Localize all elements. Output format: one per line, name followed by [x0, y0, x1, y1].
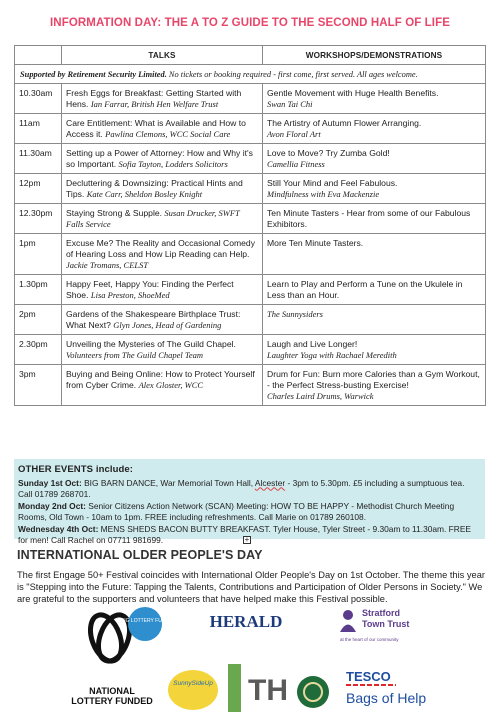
session-time: 10.30am — [15, 84, 62, 114]
talk-speaker: Ian Farrar, British Hen Welfare Trust — [90, 99, 219, 109]
workshop-title: Laugh and Live Longer! — [267, 339, 358, 349]
workshop-host: Camellia Fitness — [267, 159, 325, 169]
workshop-cell — [263, 275, 486, 305]
talk-title: Decluttering & Downsizing: Practical Hints and Tips. — [66, 178, 243, 199]
council-crest-icon — [297, 676, 329, 708]
talk-speaker: Sofia Tayton, Lodders Solicitors — [118, 159, 228, 169]
talks-header: TALKS — [62, 46, 263, 65]
other-events-title: OTHER EVENTS include: — [18, 464, 134, 475]
talk-cell — [62, 84, 263, 114]
talk-title: Unveiling the Mysteries of The Guild Chapel. — [66, 339, 236, 349]
sunnyside-text: SunnySideUp — [173, 680, 213, 687]
workshop-title: Gentle Movement with Huge Health Benefits. — [267, 88, 439, 98]
iopd-heading: INTERNATIONAL OLDER PEOPLE'S DAY — [17, 548, 263, 562]
event-item: Sunday 1st Oct: BIG BARN DANCE, War Memorial Town Hall, Alcester - 3pm to 5.30pm. £5 including a sumptuous tea. Call 01789 268701. — [18, 477, 465, 499]
table-row — [15, 305, 486, 335]
table-row — [15, 114, 486, 144]
bags-of-help-text: Bags of Help — [346, 690, 427, 706]
trust-line-1: Stratford — [362, 608, 400, 618]
talk-speaker: Susan Drucker, SWFT Falls Service — [66, 208, 240, 229]
sunnyside-logo — [168, 670, 218, 710]
event-item: Monday 2nd Oct: Senior Citizens Action Network (SCAN) Meeting: HOW TO BE HAPPY - Methodist Church Meeting Rooms, Old Town - 10am to 1pm. FREE including refreshments. Call Marie on 01789 260108. — [18, 500, 455, 522]
talk-speaker: Glyn Jones, Head of Gardening — [113, 320, 222, 330]
table-row — [15, 84, 486, 114]
workshops-header: WORKSHOPS/DEMONSTRATIONS — [263, 46, 486, 65]
event-day: Monday 2nd Oct: — [18, 500, 86, 511]
big-lottery-text: BIG LOTTERY FUND — [120, 618, 170, 624]
session-time: 11.30am — [15, 144, 62, 174]
event-item: Wednesday 4th Oct: MENS SHEDS BACON BUTTY BREAKFAST. Tyler House, Tyler Street - 9.30am to 11.30am. FREE for men! Call Rachel on 07711 981699. — [18, 523, 472, 545]
workshop-host: Avon Floral Art — [267, 129, 321, 139]
other-events-panel — [14, 459, 485, 545]
workshop-cell — [263, 234, 486, 275]
session-time: 1.30pm — [15, 275, 62, 305]
table-row — [15, 144, 486, 174]
talk-title: Happy Feet, Happy You: Finding the Perfect Shoe. — [66, 279, 234, 300]
town-trust-logo — [340, 610, 356, 632]
talk-cell — [62, 144, 263, 174]
schedule-table — [14, 45, 486, 406]
talk-speaker: Pawlina Clemons, WCC Social Care — [105, 129, 231, 139]
workshop-cell — [263, 365, 486, 406]
talk-title: Excuse Me? The Reality and Occasional Comedy of Hearing Loss and How Lip Reading can Help. — [66, 238, 255, 259]
session-time: 1pm — [15, 234, 62, 275]
event-day: Sunday 1st Oct: — [18, 477, 82, 488]
move-handle-icon[interactable]: + — [244, 535, 250, 544]
table-header-row — [15, 46, 486, 65]
workshop-title: Learn to Play and Perform a Tune on the Ukulele in Less than an Hour. — [267, 279, 463, 300]
talk-title: Gardens of the Shakespeare Birthplace Trust: What Next? — [66, 309, 241, 330]
table-row — [15, 365, 486, 406]
workshop-host: Laughter Yoga with Rachael Meredith — [267, 350, 397, 360]
workshop-host: Mindfulness with Eva Mackenzie — [267, 189, 380, 199]
workshop-title: Drum for Fun: Burn more Calories than a Gym Workout, - the Perfect Stress-busting Exercise! — [267, 369, 480, 390]
table-row — [15, 275, 486, 305]
event-day: Wednesday 4th Oct: — [18, 523, 99, 534]
workshop-title: Ten Minute Tasters - Hear from some of our Fabulous Exhibitors. — [267, 208, 471, 229]
session-time: 2pm — [15, 305, 62, 335]
workshop-cell — [263, 114, 486, 144]
talk-title: Staying Strong & Supple. — [66, 208, 163, 218]
session-time: 12.30pm — [15, 204, 62, 234]
talk-speaker: Jackie Tromans, CELST — [66, 260, 149, 270]
talk-title: Buying and Being Online: How to Protect Yourself from Cyber Crime. — [66, 369, 255, 390]
talk-speaker: Alex Gloster, WCC — [138, 380, 204, 390]
workshop-cell — [263, 174, 486, 204]
iopd-paragraph: The first Engage 50+ Festival coincides with International Older People's Day on 1st October. The theme this year is "Stepping into the Future: Tapping the Talents, Contributions and Participation of Older Persons in Society." We are grateful to the supporters and volunteers that have helped make this Festival possible. — [17, 570, 485, 605]
lottery-line-2: LOTTERY FUNDED — [71, 696, 153, 706]
workshop-host: The Sunnysiders — [267, 309, 323, 319]
talk-cell — [62, 234, 263, 275]
session-time: 3pm — [15, 365, 62, 406]
trust-line-2: Town Trust — [362, 619, 410, 629]
workshop-cell — [263, 84, 486, 114]
session-time: 12pm — [15, 174, 62, 204]
workshop-host: Swan Tai Chi — [267, 99, 313, 109]
workshop-cell — [263, 335, 486, 365]
talk-speaker: Kate Carr, Sheldon Bosley Knight — [86, 189, 203, 199]
sponsor-logos — [70, 602, 430, 718]
workshop-title: The Artistry of Autumn Flower Arranging. — [267, 118, 422, 128]
talk-title: Care Entitlement: What is Available and How to Access it. — [66, 118, 246, 139]
talk-cell — [62, 275, 263, 305]
talk-cell — [62, 174, 263, 204]
workshop-title: Still Your Mind and Feel Fabulous. — [267, 178, 398, 188]
supported-note — [15, 65, 486, 84]
talk-speaker: Volunteers from The Guild Chapel Team — [66, 350, 204, 360]
workshop-host: Charles Laird Drums, Warwick — [267, 391, 374, 401]
talk-cell — [62, 305, 263, 335]
event-place: Alcester — [254, 477, 286, 488]
lottery-line-1: NATIONAL — [89, 686, 135, 696]
page-title: INFORMATION DAY: THE A TO Z GUIDE TO THE SECOND HALF OF LIFE — [50, 17, 450, 29]
session-time: 2.30pm — [15, 335, 62, 365]
table-row — [15, 204, 486, 234]
talk-title: Setting up a Power of Attorney: How and Why it's so Important. — [66, 148, 253, 169]
workshop-cell — [263, 144, 486, 174]
workshop-title: Love to Move? Try Zumba Gold! — [267, 148, 390, 158]
talk-speaker: Lisa Preston, ShoeMed — [90, 290, 170, 300]
workshop-cell — [263, 204, 486, 234]
table-row — [15, 335, 486, 365]
th-text: TH — [248, 674, 288, 707]
talk-cell — [62, 114, 263, 144]
table-row — [15, 234, 486, 275]
session-time: 11am — [15, 114, 62, 144]
talk-title: Fresh Eggs for Breakfast: Getting Started with Hens. — [66, 88, 242, 109]
trust-tagline: at the heart of our community — [340, 637, 399, 642]
table-row — [15, 174, 486, 204]
workshop-title: More Ten Minute Tasters. — [267, 238, 364, 248]
booking-note: No tickets or booking required - first come, first served. All ages welcome. — [166, 70, 418, 79]
supported-row — [15, 65, 486, 84]
supported-by: Supported by Retirement Security Limited. — [20, 70, 167, 79]
tesco-text: TESCO — [346, 669, 391, 684]
big-lottery-badge-icon — [128, 607, 162, 641]
workshop-cell — [263, 305, 486, 335]
herald-text: HERALD — [209, 612, 283, 631]
talk-cell — [62, 365, 263, 406]
talk-cell — [62, 204, 263, 234]
time-header — [15, 46, 62, 65]
th-bar-icon — [228, 664, 241, 712]
talk-cell — [62, 335, 263, 365]
